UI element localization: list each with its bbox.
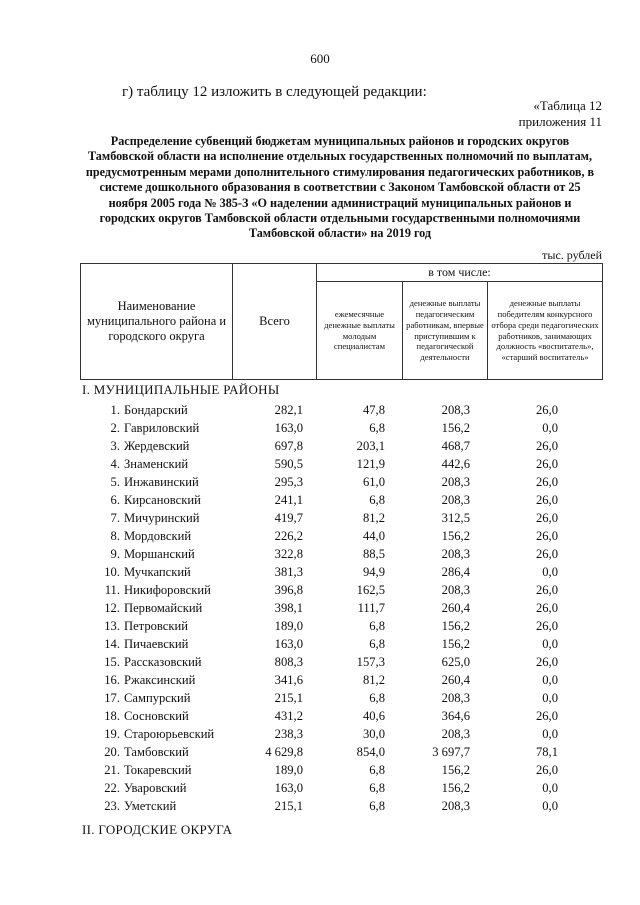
new-teachers-value: 625,0: [441, 655, 470, 669]
total-value: 381,3: [274, 565, 303, 579]
young-specialists-value: 94,9: [362, 565, 385, 579]
contest-winners-value: 0,0: [542, 673, 558, 687]
district-name: Мичуринский: [124, 511, 200, 525]
table-row: [0, 401, 640, 419]
new-teachers-value: 468,7: [441, 439, 470, 453]
contest-winners-value: 26,0: [535, 493, 558, 507]
young-specialists-value: 6,8: [369, 637, 385, 651]
contest-winners-value: 26,0: [535, 709, 558, 723]
new-teachers-value: 312,5: [441, 511, 470, 525]
total-value: 189,0: [274, 763, 303, 777]
table-row: [0, 473, 640, 491]
table-caption: [519, 98, 602, 130]
table-row: [0, 761, 640, 779]
header-col-b: денежные выплаты педагогическим работникам, впервые приступившим к педагогической деятельности: [403, 282, 488, 380]
section-municipal-districts: I. МУНИЦИПАЛЬНЫЕ РАЙОНЫ: [82, 382, 280, 397]
district-name: Первомайский: [124, 601, 203, 615]
row-number: 19.: [104, 727, 120, 741]
young-specialists-value: 81,2: [362, 673, 385, 687]
caption-line-2: приложения 11: [518, 114, 602, 129]
district-name: Бондарский: [124, 403, 188, 417]
new-teachers-value: 156,2: [441, 619, 470, 633]
district-name: Уваровский: [124, 781, 187, 795]
district-name: Мучкапский: [124, 565, 191, 579]
total-value: 808,3: [274, 655, 303, 669]
row-number: 23.: [104, 799, 120, 813]
table-row: [0, 437, 640, 455]
row-number: 5.: [110, 475, 120, 489]
table-row: [0, 419, 640, 437]
district-name: Петровский: [124, 619, 188, 633]
new-teachers-value: 156,2: [441, 421, 470, 435]
young-specialists-value: 44,0: [362, 529, 385, 543]
intro-text: г) таблицу 12 изложить в следующей редакции:: [122, 84, 427, 100]
table-row: [0, 743, 640, 761]
district-name: Рассказовский: [124, 655, 202, 669]
table-row: [0, 635, 640, 653]
young-specialists-value: 6,8: [369, 781, 385, 795]
district-name: Уметский: [124, 799, 177, 813]
total-value: 396,8: [274, 583, 303, 597]
contest-winners-value: 0,0: [542, 727, 558, 741]
contest-winners-value: 26,0: [535, 619, 558, 633]
new-teachers-value: 208,3: [441, 727, 470, 741]
district-name: Никифоровский: [124, 583, 211, 597]
row-number: 7.: [110, 511, 120, 525]
section-city-districts: II. ГОРОДСКИЕ ОКРУГА: [82, 822, 233, 837]
young-specialists-value: 157,3: [356, 655, 385, 669]
contest-winners-value: 0,0: [542, 637, 558, 651]
row-number: 16.: [104, 673, 120, 687]
district-name: Тамбовский: [124, 745, 189, 759]
row-number: 11.: [104, 583, 120, 597]
contest-winners-value: 0,0: [542, 799, 558, 813]
row-number: 9.: [110, 547, 120, 561]
row-number: 15.: [104, 655, 120, 669]
page-number: 600: [310, 51, 330, 66]
table-row: [0, 797, 640, 815]
total-value: 215,1: [274, 799, 303, 813]
contest-winners-value: 26,0: [535, 655, 558, 669]
young-specialists-value: 30,0: [362, 727, 385, 741]
row-number: 17.: [104, 691, 120, 705]
contest-winners-value: 26,0: [535, 601, 558, 615]
new-teachers-value: 364,6: [441, 709, 470, 723]
table-row: [0, 617, 640, 635]
district-name: Знаменский: [124, 457, 189, 471]
table-header: [80, 263, 603, 380]
row-number: 21.: [104, 763, 120, 777]
contest-winners-value: 0,0: [542, 691, 558, 705]
district-name: Пичаевский: [124, 637, 189, 651]
new-teachers-value: 208,3: [441, 799, 470, 813]
row-number: 12.: [104, 601, 120, 615]
total-value: 4 629,8: [265, 745, 303, 759]
total-value: 238,3: [274, 727, 303, 741]
total-value: 419,7: [274, 511, 303, 525]
header-name: Наименование муниципального района и городского округа: [81, 264, 233, 380]
row-number: 3.: [110, 439, 120, 453]
young-specialists-value: 162,5: [356, 583, 385, 597]
new-teachers-value: 208,3: [441, 547, 470, 561]
row-number: 13.: [104, 619, 120, 633]
total-value: 322,8: [274, 547, 303, 561]
young-specialists-value: 854,0: [356, 745, 385, 759]
header-including: в том числе:: [317, 264, 603, 282]
row-number: 20.: [104, 745, 120, 759]
new-teachers-value: 208,3: [441, 475, 470, 489]
new-teachers-value: 286,4: [441, 565, 470, 579]
row-number: 22.: [104, 781, 120, 795]
header-total: Всего: [233, 264, 317, 380]
total-value: 189,0: [274, 619, 303, 633]
total-value: 241,1: [274, 493, 303, 507]
total-value: 163,0: [274, 781, 303, 795]
young-specialists-value: 40,6: [362, 709, 385, 723]
district-name: Токаревский: [124, 763, 192, 777]
district-name: Сампурский: [124, 691, 191, 705]
new-teachers-value: 156,2: [441, 529, 470, 543]
row-number: 4.: [110, 457, 120, 471]
district-name: Жердевский: [124, 439, 190, 453]
total-value: 163,0: [274, 421, 303, 435]
new-teachers-value: 208,3: [441, 583, 470, 597]
header-col-a: ежемесячные денежные выплаты молодым специалистам: [317, 282, 403, 380]
row-number: 14.: [104, 637, 120, 651]
contest-winners-value: 78,1: [535, 745, 558, 759]
young-specialists-value: 61,0: [362, 475, 385, 489]
caption-line-1: «Таблица 12: [533, 98, 602, 113]
young-specialists-value: 6,8: [369, 691, 385, 705]
young-specialists-value: 6,8: [369, 421, 385, 435]
new-teachers-value: 156,2: [441, 781, 470, 795]
young-specialists-value: 6,8: [369, 619, 385, 633]
total-value: 590,5: [274, 457, 303, 471]
district-name: Мордовский: [124, 529, 192, 543]
total-value: 226,2: [274, 529, 303, 543]
table-row: [0, 671, 640, 689]
table-row: [0, 545, 640, 563]
contest-winners-value: 0,0: [542, 781, 558, 795]
table-row: [0, 509, 640, 527]
table-row: [0, 689, 640, 707]
new-teachers-value: 442,6: [441, 457, 470, 471]
row-number: 6.: [110, 493, 120, 507]
young-specialists-value: 111,7: [357, 601, 385, 615]
table-row: [0, 581, 640, 599]
district-name: Кирсановский: [124, 493, 201, 507]
row-number: 8.: [110, 529, 120, 543]
new-teachers-value: 260,4: [441, 673, 470, 687]
young-specialists-value: 88,5: [362, 547, 385, 561]
table-row: [0, 779, 640, 797]
new-teachers-value: 156,2: [441, 637, 470, 651]
table-row: [0, 725, 640, 743]
total-value: 282,1: [274, 403, 303, 417]
table-row: [0, 599, 640, 617]
header-col-c: денежные выплаты победителям конкурсного отбора среди педагогических работников, занимающих должность «воспитатель», «старший воспитатель»: [488, 282, 603, 380]
contest-winners-value: 26,0: [535, 547, 558, 561]
young-specialists-value: 6,8: [369, 763, 385, 777]
table-body: [0, 401, 640, 815]
total-value: 163,0: [274, 637, 303, 651]
row-number: 1.: [110, 403, 120, 417]
new-teachers-value: 208,3: [441, 691, 470, 705]
young-specialists-value: 81,2: [362, 511, 385, 525]
new-teachers-value: 156,2: [441, 763, 470, 777]
district-name: Ржаксинский: [124, 673, 196, 687]
table-row: [0, 527, 640, 545]
contest-winners-value: 26,0: [535, 763, 558, 777]
new-teachers-value: 208,3: [441, 403, 470, 417]
row-number: 2.: [110, 421, 120, 435]
units-label: тыс. рублей: [542, 248, 602, 262]
district-name: Моршанский: [124, 547, 195, 561]
total-value: 431,2: [274, 709, 303, 723]
new-teachers-value: 3 697,7: [432, 745, 470, 759]
table-row: [0, 455, 640, 473]
young-specialists-value: 47,8: [362, 403, 385, 417]
contest-winners-value: 0,0: [542, 421, 558, 435]
young-specialists-value: 203,1: [356, 439, 385, 453]
total-value: 697,8: [274, 439, 303, 453]
district-name: Гавриловский: [124, 421, 200, 435]
row-number: 10.: [104, 565, 120, 579]
district-name: Староюрьевский: [124, 727, 215, 741]
contest-winners-value: 26,0: [535, 439, 558, 453]
contest-winners-value: 26,0: [535, 475, 558, 489]
contest-winners-value: 26,0: [535, 529, 558, 543]
table-row: [0, 653, 640, 671]
total-value: 341,6: [274, 673, 303, 687]
new-teachers-value: 208,3: [441, 493, 470, 507]
row-number: 18.: [104, 709, 120, 723]
district-name: Инжавинский: [124, 475, 199, 489]
young-specialists-value: 121,9: [356, 457, 385, 471]
total-value: 215,1: [274, 691, 303, 705]
contest-winners-value: 26,0: [535, 511, 558, 525]
total-value: 398,1: [274, 601, 303, 615]
new-teachers-value: 260,4: [441, 601, 470, 615]
contest-winners-value: 26,0: [535, 583, 558, 597]
contest-winners-value: 0,0: [542, 565, 558, 579]
table-row: [0, 491, 640, 509]
young-specialists-value: 6,8: [369, 799, 385, 813]
table-row: [0, 707, 640, 725]
table-row: [0, 563, 640, 581]
contest-winners-value: 26,0: [535, 403, 558, 417]
contest-winners-value: 26,0: [535, 457, 558, 471]
document-title: Распределение субвенций бюджетам муниципальных районов и городских округов Тамбовской области на исполнение отдельных государственных полномочий по выплатам, предусмотренным мерами дополнительного стимулирования педагогических работников, в системе дошкольного образования в соответствии с Законом Тамбовской области от 25 ноября 2005 года № 385-З «О наделении администраций муниципальных районов и городских округов Тамбовской области отдельными государственными полномочиями Тамбовской области» на 2019 год: [85, 134, 595, 241]
young-specialists-value: 6,8: [369, 493, 385, 507]
district-name: Сосновский: [124, 709, 189, 723]
total-value: 295,3: [274, 475, 303, 489]
